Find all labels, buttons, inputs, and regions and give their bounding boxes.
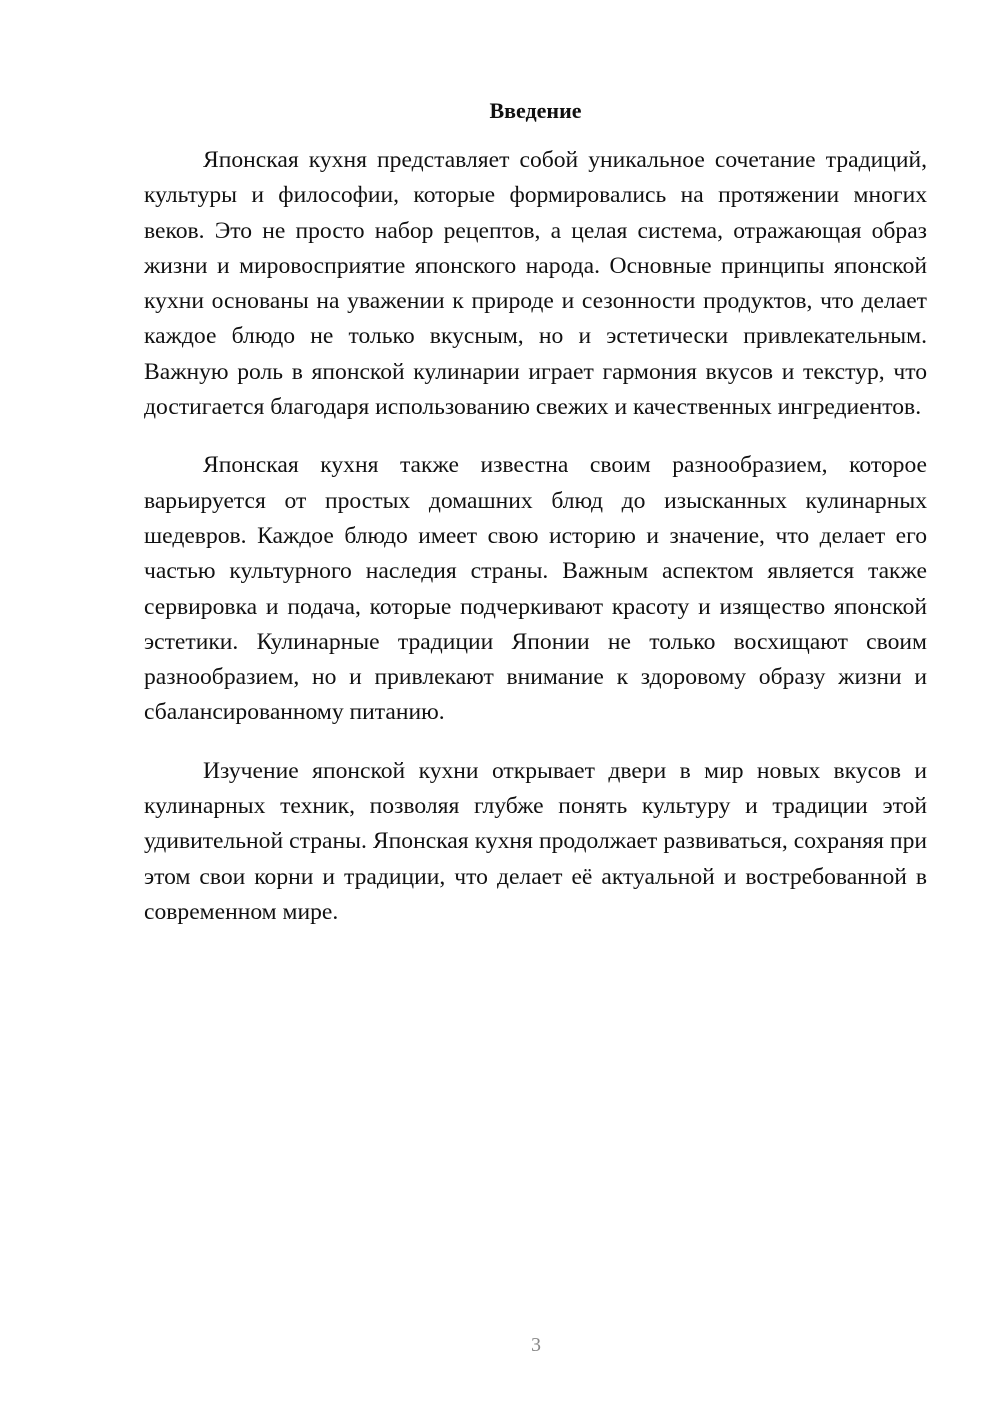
section-heading: Введение [489, 98, 582, 123]
body-text [144, 143, 927, 953]
paragraph-1: Японская кухня представляет собой уникальное сочетание традиций, культуры и философии, которые формировались на протяжении многих веков. Это не просто набор рецептов, а целая система, отражающая образ жизни и мировосприятие японского народа. Основные принципы японской кухни основаны на уважении к природе и сезонности продуктов, что делает каждое блюдо не только вкусным, но и эстетически привлекательным. Важную роль в японской кулинарии играет гармония вкусов и текстур, что достигается благодаря использованию свежих и качественных ингредиентов. [144, 147, 927, 421]
paragraph-2: Японская кухня также известна своим разнообразием, которое варьируется от простых домашних блюд до изысканных кулинарных шедевров. Каждое блюдо имеет свою историю и значение, что делает его частью культурного наследия страны. Важным аспектом является также сервировка и подача, которые подчеркивают красоту и изящество японской эстетики. Кулинарные традиции Японии не только восхищают своим разнообразием, но и привлекают внимание к здоровому образу жизни и сбалансированному питанию. [144, 452, 927, 726]
paragraph-3: Изучение японской кухни открывает двери в мир новых вкусов и кулинарных техник, позволяя глубже понять культуру и традиции этой удивительной страны. Японская кухня продолжает развиваться, сохраняя при этом свои корни и традиции, что делает её актуальной и востребованной в современном мире. [144, 757, 927, 925]
page-number: 3 [531, 1334, 541, 1356]
